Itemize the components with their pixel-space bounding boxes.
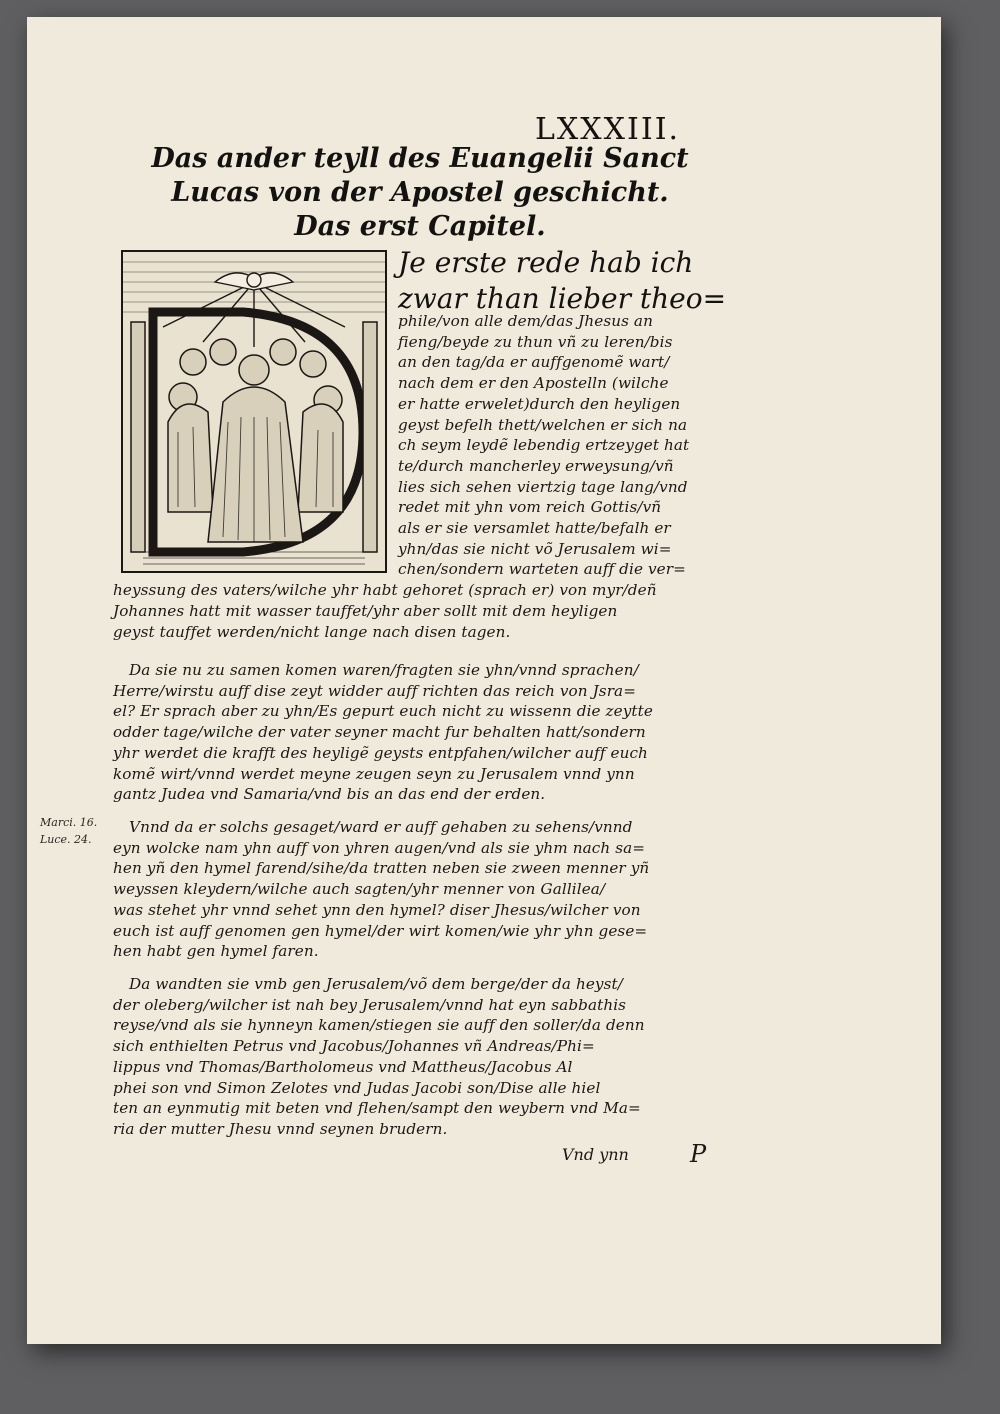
lead-line-text: Je erste rede hab ich xyxy=(398,246,694,279)
text-line: odder tage/wilche der vater seyner macht fur behalten hatt/sondern xyxy=(113,723,646,742)
text-line: Vnnd da er solchs gesaget/ward er auff gehaben zu sehens/vnnd xyxy=(129,818,633,836)
text-line: phile/von alle dem/das Jhesus an xyxy=(398,312,653,330)
text-line: gantz Judea vnd Samaria/vnd bis an das end der erden. xyxy=(113,785,546,804)
lead-line: zwar than lieber theo= xyxy=(398,282,727,315)
margin-note-line: Marci. 16. xyxy=(40,816,98,829)
text-line: lies sich sehen viertzig tage lang/vnd xyxy=(398,477,688,496)
text-line: reyse/vnd als sie hynneyn kamen/stiegen sie auff den soller/da denn xyxy=(113,1016,645,1035)
text-line: Johannes hatt mit wasser tauffet/yhr aber sollt mit dem heyligen xyxy=(113,601,618,620)
text-line: nach dem er den Apostelln (wilche xyxy=(398,374,669,393)
text-line: ch seym leydẽ lebendig ertzeyget hat xyxy=(398,436,690,455)
text-line: redet mit yhn vom reich Gottis/vñ xyxy=(398,498,662,517)
text-line: sich enthielten Petrus vnd Jacobus/Johannes vñ Andreas/Phi= xyxy=(113,1037,595,1056)
text-line: phei son vnd Simon Zelotes vnd Judas Jacobi son/Dise alle hiel xyxy=(113,1078,601,1097)
text-line: Da wandten sie vmb gen Jerusalem/võ dem berge/der da heyst/ xyxy=(129,975,623,993)
text-line: geyst befelh thett/welchen er sich na xyxy=(398,415,688,434)
text-line: te/durch mancherley erweysung/vñ xyxy=(398,456,674,475)
text-line: chen/sondern warteten auff die ver= xyxy=(398,560,686,579)
text-line: der oleberg/wilcher ist nah bey Jerusalem/vnnd hat eyn sabbathis xyxy=(113,995,627,1014)
text-line: euch ist auff genomen gen hymel/der wirt komen/wie yhr yhn gese= xyxy=(113,921,648,940)
margin-note-line: Luce. 24. xyxy=(40,833,92,846)
folio-number: LXXXIII. xyxy=(535,112,681,147)
text-line: heyssung des vaters/wilche yhr habt gehoret (sprach er) von myr/deñ xyxy=(113,581,657,600)
text-line: hen habt gen hymel faren. xyxy=(113,942,319,961)
chapter-heading xyxy=(120,142,720,244)
lead-line xyxy=(398,245,720,281)
pentecost-woodcut-initial xyxy=(121,250,387,573)
text-line: Herre/wirstu auff dise zeyt widder auff richten das reich von Jsra= xyxy=(113,681,637,700)
lead-text xyxy=(398,245,727,317)
catchword: Vnd ynn xyxy=(562,1145,629,1164)
text-line: yhn/das sie nicht võ Jerusalem wi= xyxy=(398,539,672,558)
text-line: er hatte erwelet)durch den heyligen xyxy=(398,394,681,413)
text-line: was stehet yhr vnnd sehet ynn den hymel? diser Jhesus/wilcher von xyxy=(113,900,641,919)
heading-line: Lucas von der Apostel geschicht. xyxy=(171,177,669,208)
heading-line: Das ander teyll des Euangelii Sanct xyxy=(151,143,689,174)
margin-note xyxy=(40,814,110,848)
heading-line: Das erst Capitel. xyxy=(294,211,546,242)
text-line: eyn wolcke nam yhn auff von yhren augen/vnd als sie yhm nach sa= xyxy=(113,838,646,857)
text-line: hen yñ den hymel farend/sihe/da tratten neben sie zween menner yñ xyxy=(113,859,650,878)
text-line: Da sie nu zu samen komen waren/fragten sie yhn/vnnd sprachen/ xyxy=(129,661,639,679)
text-line: komẽ wirt/vnnd werdet meyne zeugen seyn zu Jerusalem vnnd ynn xyxy=(113,764,635,783)
woodcut-illustration-icon xyxy=(123,252,385,571)
text-line: yhr werdet die krafft des heyligẽ geysts entpfahen/wilcher auff euch xyxy=(113,743,648,762)
text-line: el? Er sprach aber zu yhn/Es gepurt euch nicht zu wissenn die zeytte xyxy=(113,702,653,721)
signature-mark: P xyxy=(690,1140,707,1168)
text-line: an den tag/da er auffgenomẽ wart/ xyxy=(398,353,670,372)
text-line: lippus vnd Thomas/Bartholomeus vnd Mattheus/Jacobus Al xyxy=(113,1057,573,1076)
text-line: ten an eynmutig mit beten vnd flehen/sampt den weybern vnd Ma= xyxy=(113,1099,641,1118)
text-line: ria der mutter Jhesu vnnd seynen brudern. xyxy=(113,1119,448,1138)
text-line: fieng/beyde zu thun vñ zu leren/bis xyxy=(398,332,673,351)
text-line: weyssen kleydern/wilche auch sagten/yhr menner von Gallilea/ xyxy=(113,880,606,899)
text-line: als er sie versamlet hatte/befalh er xyxy=(398,519,671,537)
text-line: geyst tauffet werden/nicht lange nach disen tagen. xyxy=(113,622,511,641)
